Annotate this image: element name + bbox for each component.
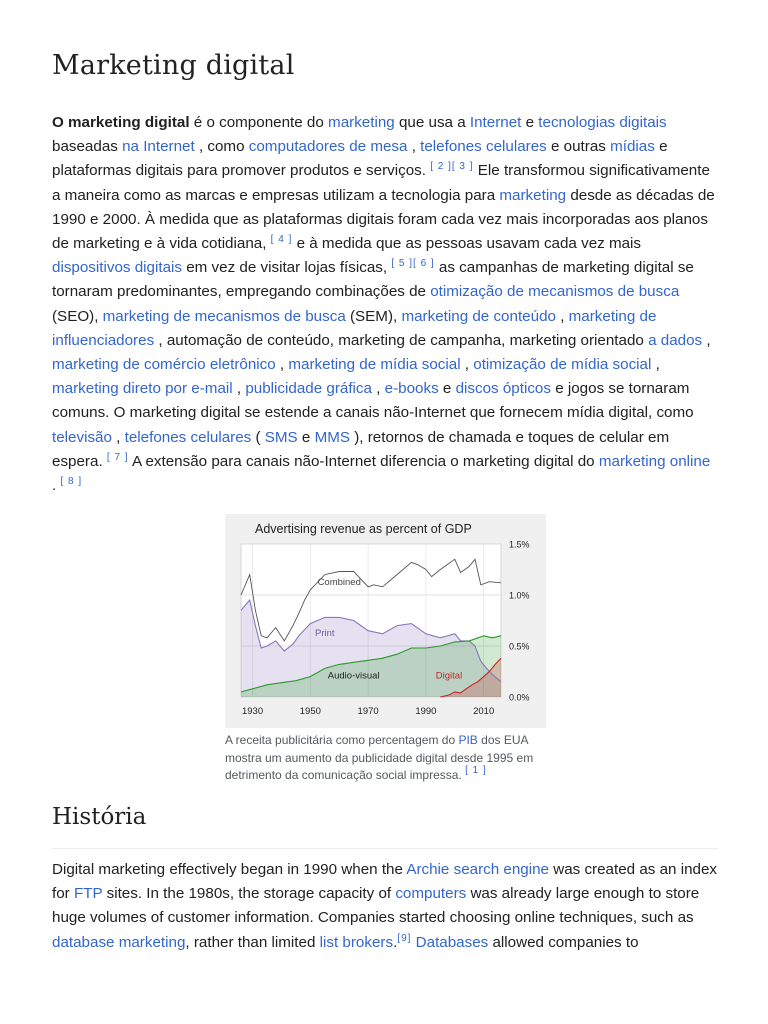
text: , como [194,138,249,156]
text: baseadas [52,138,123,156]
text: , [702,331,711,349]
link-tecnologias-digitais[interactable]: tecnologias digitais [538,114,667,131]
text: (SEM), [345,307,402,325]
reference-link[interactable]: [ 7 ] [106,451,129,463]
reference-link[interactable]: [ 2 ] [430,161,452,173]
link-mms[interactable]: MMS [314,428,351,446]
link-discos-opticos[interactable]: discos ópticos [455,380,551,398]
reference-link[interactable]: [ 1 ] [465,765,487,776]
history-paragraph [52,858,718,955]
text: , rather than limited [185,933,320,951]
text: . [393,933,398,951]
link-dispositivos-digitais[interactable]: dispositivos digitais [52,259,182,277]
text: was created as an index for [52,861,718,903]
text: , [232,380,246,398]
link-otimizacao-midia-social[interactable]: otimização de mídia social [473,356,652,374]
link-marketing[interactable]: marketing [328,114,395,131]
link-telefones-celulares-2[interactable]: telefones celulares [124,428,252,446]
text: , [460,356,474,374]
link-telefones-celulares[interactable]: telefones celulares [420,138,547,156]
text: as campanhas de marketing digital se tornaram predominantes, empregando combinações de [52,259,694,301]
caption-text: A receita publicitária como percentagem do [225,733,459,747]
reference-link[interactable]: [9] [397,932,412,944]
link-internet[interactable]: Internet [469,114,522,131]
series-label: Digital [435,670,463,682]
caption-text: dos EUA mostra um aumento da publicidade digital desde 1995 em detrimento da comunicação social impressa. [225,733,534,782]
link-marketing-de-conteudo[interactable]: marketing de conteúdo [401,307,556,325]
link-midia-social[interactable]: marketing de mídia social [288,356,461,374]
text: desde as décadas de 1990 e 2000. À medida que as plataformas digitais foram cada vez mais incorporadas aos planos de marketing e à vida cotidiana, [52,186,715,253]
text: , [651,356,660,374]
text: Ele transformou significativamente a maneira como as marcas e empresas utilizam a tecnologia para [52,162,710,204]
link-a-dados[interactable]: a dados [648,331,703,349]
x-tick-label: 1950 [299,706,321,717]
link-marketing-2[interactable]: marketing [499,186,567,204]
link-archie[interactable]: Archie search engine [406,861,550,878]
x-tick-label: 1990 [415,706,437,717]
text: e [297,428,315,446]
text: ( [251,428,265,446]
text: e [438,380,456,398]
chart-title: Advertising revenue as percent of GDP [255,522,472,536]
reference-link[interactable]: [ 6 ] [413,258,435,270]
lead-term: O marketing digital [52,114,190,131]
section-divider [52,848,718,849]
text: é o componente do [189,114,329,131]
reference-link[interactable]: [ 8 ] [60,476,83,488]
text: , [275,356,289,374]
link-publicidade-grafica[interactable]: publicidade gráfica [245,380,372,398]
x-tick-label: 1970 [357,706,379,717]
chart-svg [225,514,546,728]
text: e [521,114,539,131]
link-marketing-direto-email[interactable]: marketing direto por e-mail [52,380,233,398]
section-heading: História [52,804,147,830]
text: e jogos se tornaram comuns. O marketing digital se estende a canais não-Internet que fornecem mídia digital, como [52,380,694,422]
link-e-books[interactable]: e-books [384,380,439,398]
y-tick-label: 0.5% [509,641,530,652]
text: em vez de visitar lojas físicas, [182,259,392,277]
y-tick-label: 1.5% [509,539,530,550]
link-comercio-eletronico[interactable]: marketing de comércio eletrônico [52,356,276,374]
series-label: Print [315,627,335,639]
x-tick-label: 1930 [241,706,264,717]
link-pib[interactable]: PIB [458,733,478,747]
series-label: Combined [317,576,361,588]
text: que usa a [394,114,470,131]
text: allowed companies to [488,933,639,951]
link-databases[interactable]: Databases [415,933,489,951]
link-marketing-online[interactable]: marketing online [598,452,711,470]
text: . [52,477,61,495]
link-marketing-de-influenciadores[interactable]: marketing de influenciadores [52,307,657,349]
link-seo[interactable]: otimização de mecanismos de busca [430,283,680,301]
text: e plataformas digitais para promover produtos e serviços. [52,138,668,180]
ad-revenue-chart[interactable] [225,514,546,728]
x-tick-label: 2010 [473,706,495,717]
series-label: Audio-visual [327,670,380,682]
reference-link[interactable]: [ 5 ] [391,258,414,270]
link-sem[interactable]: marketing de mecanismos de busca [102,307,346,325]
text: , automação de conteúdo, marketing de campanha, marketing orientado [154,331,649,349]
text: Digital marketing effectively began in 1990 when the [52,861,407,878]
text: sites. In the 1980s, the storage capacity of [102,885,396,903]
link-computers[interactable]: computers [395,885,467,903]
intro-paragraph [52,111,718,498]
link-sms[interactable]: SMS [264,428,298,446]
link-ftp[interactable]: FTP [73,885,103,903]
figure [225,514,546,785]
y-tick-label: 0.0% [509,692,530,703]
link-na-internet[interactable]: na Internet [122,138,195,156]
link-list-brokers[interactable]: list brokers [319,933,394,951]
figure-caption [225,732,546,785]
link-computadores-de-mesa[interactable]: computadores de mesa [248,138,408,156]
text: , [555,307,569,325]
text: , [407,138,421,156]
text: (SEO), [52,307,103,325]
text: was already large enough to store huge volumes of customer information. Companies started choosing online techniques, such as [52,885,700,927]
text: A extensão para canais não-Internet diferencia o marketing digital do [128,452,599,470]
reference-link[interactable]: [ 4 ] [270,234,293,246]
text: , [111,428,125,446]
text: e à medida que as pessoas usavam cada vez mais [292,235,642,253]
reference-link[interactable]: [ 3 ] [451,161,474,173]
page-title: Marketing digital [52,50,295,81]
link-televisao[interactable]: televisão [52,428,112,446]
text: , [371,380,385,398]
text: ), retornos de chamada e toques de celular em espera. [52,428,670,470]
text: e outras [546,138,611,156]
y-tick-label: 1.0% [509,590,530,601]
link-database-marketing[interactable]: database marketing [52,933,186,951]
link-midias[interactable]: mídias [610,138,655,156]
